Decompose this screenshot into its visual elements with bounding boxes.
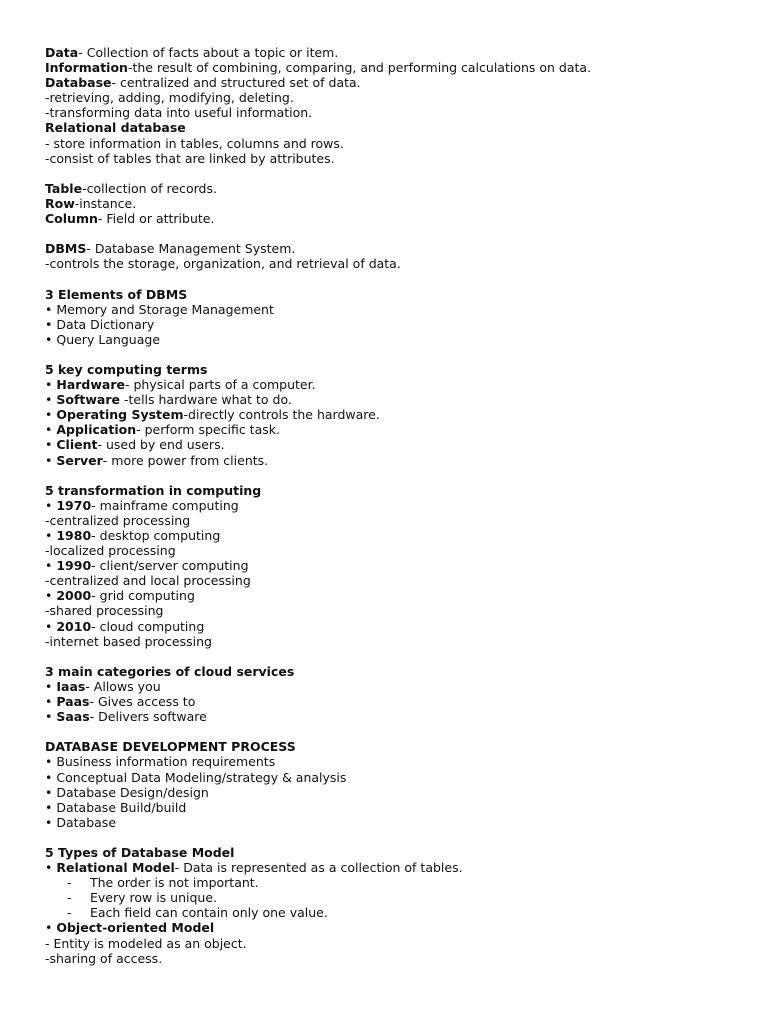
bullet-marker: • [45,618,57,634]
line-text: -collection of records. [82,180,217,196]
bullet-item [45,302,745,317]
section-heading [45,120,745,135]
bold-term: 1980 [56,528,92,543]
bullet-marker: • [45,392,57,408]
line-text: -retrieving, adding, modifying, deleting. [45,90,294,106]
text-line [45,151,745,166]
bullet-item [45,422,745,437]
line-text: - mainframe computing [91,497,239,513]
line-text: Query Language [56,331,161,347]
line-text: -localized processing [45,543,176,559]
line-text: Each field can contain only one value. [90,905,328,921]
bold-term: Application [56,422,137,438]
section-heading [45,664,745,679]
text-line [45,60,745,75]
bold-term: Column [45,211,98,227]
text-line [45,181,745,196]
line-text: -centralized and local processing [45,573,251,589]
bullet-marker: • [45,316,57,332]
text-line [45,513,745,528]
text-line [45,634,745,649]
bold-term: Software [56,392,120,408]
line-text: Database Design/design [56,784,209,800]
line-text: - desktop computing [91,528,221,543]
bold-term: 5 transformation in computing [45,482,262,498]
bullet-item [45,709,745,724]
blank-line [45,468,745,483]
line-text: - perform specific task. [136,422,280,438]
sub-list-item [45,890,745,905]
line-text: - Delivers software [89,709,207,725]
bold-term: Relational Model [56,860,175,876]
line-text: - store information in tables, columns and rows. [45,135,344,151]
text-line [45,543,745,558]
bold-term: Relational database [45,120,186,136]
bullet-marker: • [45,377,57,393]
bullet-marker: • [45,814,57,830]
line-text: - Allows you [85,678,161,694]
bold-term: Database [45,75,112,91]
line-text: -instance. [74,195,137,211]
bullet-item [45,453,745,468]
bold-term: Table [45,180,83,196]
line-text: -transforming data into useful information. [45,105,313,121]
bold-term: Information [45,60,128,76]
line-text: Memory and Storage Management [56,301,274,317]
line-text: -directly controls the hardware. [183,407,380,423]
text-line [45,105,745,120]
blank-line [45,724,745,739]
bold-term: 2000 [56,588,92,604]
line-text: - physical parts of a computer. [125,377,316,393]
bullet-item [45,588,745,603]
text-line [45,75,745,90]
bold-term: 5 Types of Database Model [45,844,235,860]
line-text: Every row is unique. [90,890,218,906]
text-line [45,211,745,226]
line-text: - grid computing [91,588,195,604]
text-line [45,573,745,588]
text-line [45,196,745,211]
text-line [45,45,745,60]
dash-marker: - [67,875,72,891]
line-text: - Database Management System. [86,241,296,257]
bullet-item [45,332,745,347]
bullet-marker: • [45,769,57,785]
line-text: - used by end users. [97,437,225,453]
bullet-marker: • [45,588,57,604]
bullet-item [45,317,745,332]
text-line [45,136,745,151]
bullet-marker: • [45,709,57,725]
bullet-item [45,800,745,815]
bold-term: 5 key computing terms [45,361,208,377]
line-text: -shared processing [45,603,164,619]
bullet-marker: • [45,678,57,694]
line-text: -consist of tables that are linked by attributes. [45,150,335,166]
line-text: Conceptual Data Modeling/strategy & analysis [56,769,347,785]
line-text: - centralized and structured set of data. [111,75,361,91]
bold-term: Row [45,195,75,211]
bullet-item [45,860,745,875]
bold-term: Data [45,45,79,60]
blank-line [45,226,745,241]
bullet-item [45,694,745,709]
text-line [45,256,745,271]
bullet-marker: • [45,437,57,453]
bullet-item [45,754,745,769]
bold-term: DBMS [45,241,87,257]
sub-list-item [45,905,745,920]
bullet-item [45,498,745,513]
line-text: - more power from clients. [102,452,269,468]
line-text: - Data is represented as a collection of tables. [174,860,463,876]
bullet-marker: • [45,301,57,317]
line-text: -controls the storage, organization, and retrieval of data. [45,256,401,272]
blank-line [45,347,745,362]
line-text: - Entity is modeled as an object. [45,935,247,951]
text-line [45,936,745,951]
line-text: Data Dictionary [56,316,155,332]
bullet-marker: • [45,920,57,936]
bullet-marker: • [45,407,57,423]
blank-line [45,649,745,664]
bold-term: Object-oriented Model [56,920,215,936]
bullet-marker: • [45,558,57,574]
bullet-item [45,392,745,407]
text-line [45,603,745,618]
line-text: - Collection of facts about a topic or item. [78,45,339,60]
dash-marker: - [67,905,72,921]
bullet-marker: • [45,799,57,815]
bullet-marker: • [45,754,57,770]
line-text: -the result of combining, comparing, and performing calculations on data. [127,60,592,76]
bold-term: DATABASE DEVELOPMENT PROCESS [45,739,296,755]
bold-term: Operating System [56,407,184,423]
bullet-item [45,679,745,694]
line-text: -tells hardware what to do. [120,392,292,408]
bold-term: Hardware [56,377,125,393]
bullet-item [45,407,745,422]
bullet-item [45,770,745,785]
bullet-item [45,920,745,935]
bullet-item [45,558,745,573]
line-text: Business information requirements [56,754,276,770]
document-body [45,45,745,966]
line-text: - client/server computing [91,558,249,574]
bold-term: Iaas [56,678,86,694]
bold-term: 1970 [56,497,92,513]
bullet-marker: • [45,528,57,543]
bold-term: Paas [56,694,90,710]
bullet-marker: • [45,860,57,876]
section-heading [45,739,745,754]
blank-line [45,830,745,845]
line-text: -internet based processing [45,633,212,649]
bullet-item [45,437,745,452]
bullet-item [45,785,745,800]
dash-marker: - [67,890,72,906]
bullet-item [45,619,745,634]
line-text: -sharing of access. [45,950,163,966]
text-line [45,951,745,966]
bullet-marker: • [45,497,57,513]
bullet-item [45,528,745,543]
blank-line [45,271,745,286]
bold-term: 3 main categories of cloud services [45,663,295,679]
line-text: The order is not important. [90,875,259,891]
bullet-marker: • [45,452,57,468]
line-text: -centralized processing [45,512,191,528]
sub-list-item [45,875,745,890]
bold-term: Saas [56,709,90,725]
bullet-marker: • [45,694,57,710]
bold-term: 3 Elements of DBMS [45,286,188,302]
line-text: - Gives access to [89,694,196,710]
bold-term: 1990 [56,558,92,574]
bold-term: Server [56,452,103,468]
section-heading [45,287,745,302]
bullet-marker: • [45,331,57,347]
bold-term: 2010 [56,618,92,634]
line-text: - cloud computing [91,618,205,634]
line-text: Database [56,814,117,830]
bullet-item [45,377,745,392]
blank-line [45,166,745,181]
text-line [45,90,745,105]
bold-term: Client [56,437,98,453]
bullet-marker: • [45,422,57,438]
line-text: Database Build/build [56,799,187,815]
section-heading [45,483,745,498]
line-text: - Field or attribute. [97,211,215,227]
bullet-marker: • [45,784,57,800]
section-heading [45,845,745,860]
text-line [45,241,745,256]
section-heading [45,362,745,377]
bullet-item [45,815,745,830]
